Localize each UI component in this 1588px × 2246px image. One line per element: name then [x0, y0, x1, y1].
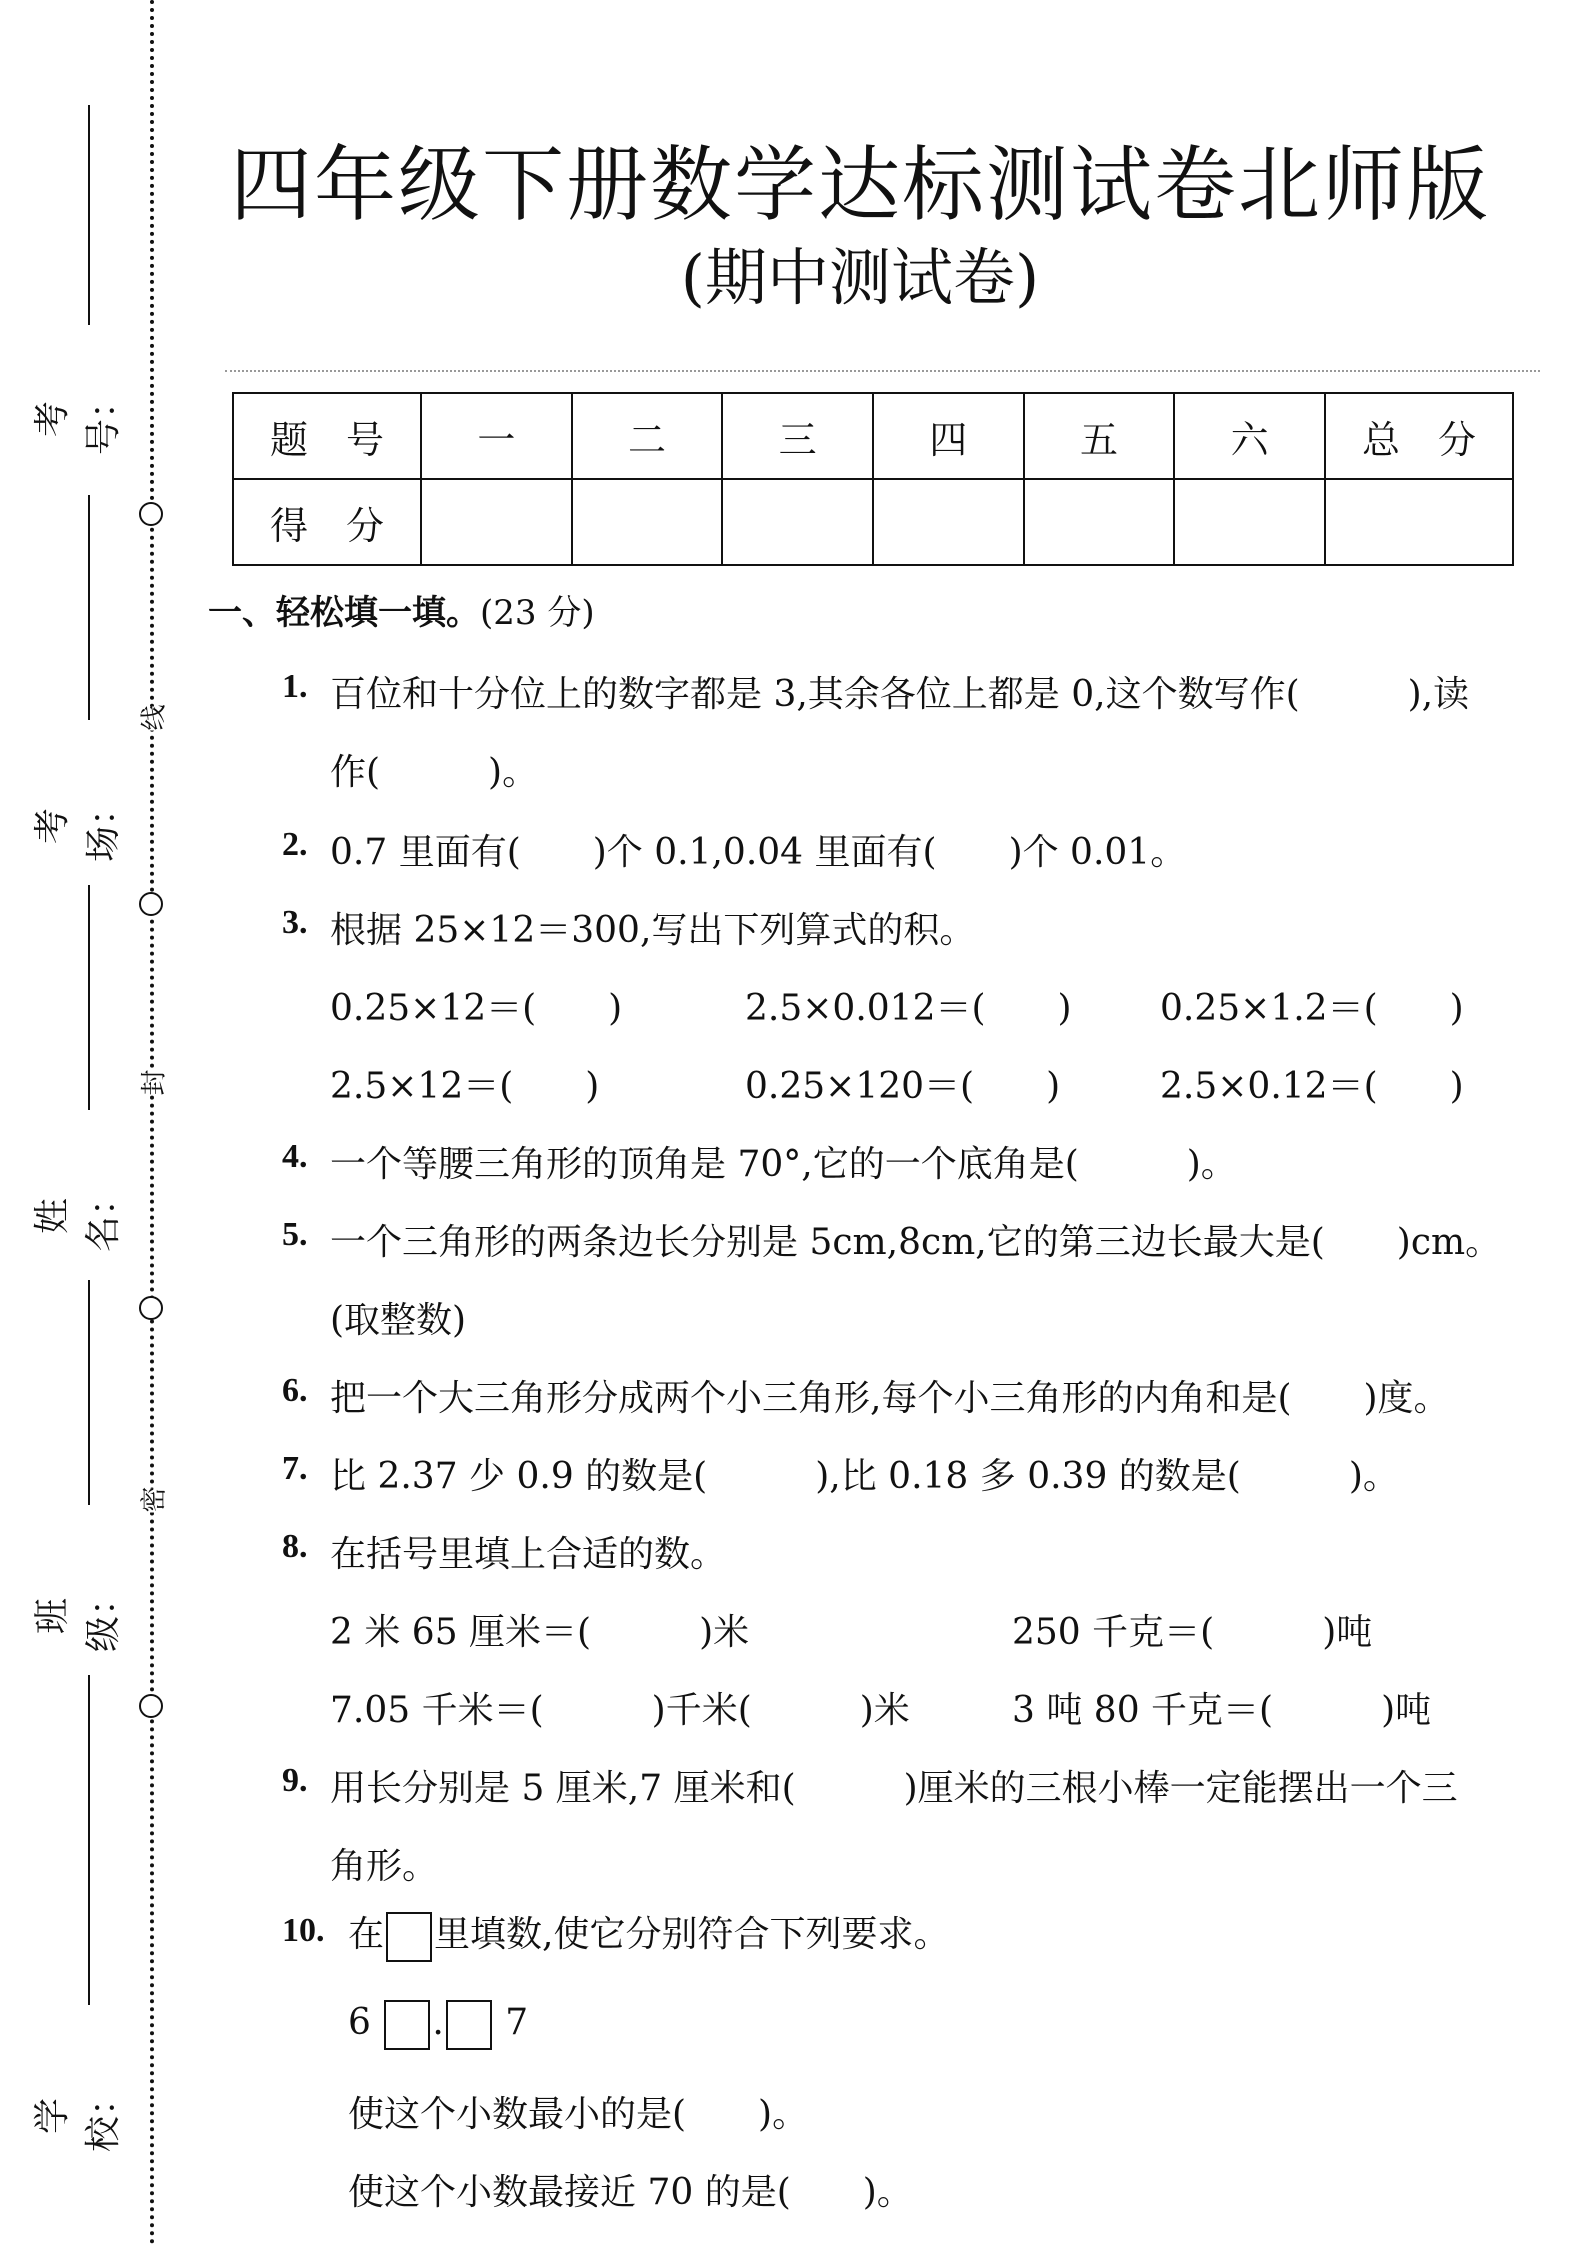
- exam-number-label: 考号：: [32, 383, 124, 456]
- q9-line2: 角形。: [330, 1846, 439, 1887]
- name-label: 姓名：: [32, 1180, 124, 1253]
- binding-hole: [139, 502, 163, 526]
- total-score-cell[interactable]: [1325, 479, 1513, 565]
- q10-post: 里填数,使它分别符合下列要求。: [434, 1914, 950, 1955]
- q3-item-6: 2.5×0.12＝( ): [1160, 1066, 1464, 1107]
- q8-item-2: 250 千克＝( )吨: [1012, 1612, 1373, 1653]
- exam-number-line[interactable]: [88, 105, 90, 325]
- q1-number: 1.: [282, 668, 308, 705]
- page-title: 四年级下册数学达标测试卷北师版: [229, 138, 1490, 233]
- q10-sub-1: 使这个小数最小的是( )。: [348, 2094, 809, 2135]
- q3-item-5: 0.25×120＝( ): [745, 1066, 1061, 1107]
- score-table: [232, 392, 1514, 566]
- q10-decimal-point: .: [432, 2002, 444, 2043]
- q1-line2: 作( )。: [330, 752, 539, 793]
- question-number-row: [233, 393, 1513, 479]
- q9-number: 9.: [282, 1762, 308, 1799]
- section-1-heading: 一、轻松填一填。: [208, 593, 480, 633]
- school-field: [32, 2065, 124, 2153]
- class-line[interactable]: [88, 1280, 90, 1505]
- score-col-4: 四: [873, 393, 1024, 479]
- q2-number: 2.: [282, 826, 308, 863]
- score-col-1: 一: [421, 393, 572, 479]
- question-number-header: 题 号: [233, 393, 421, 479]
- q10-pre: 在: [348, 1914, 385, 1955]
- q2-text: 0.7 里面有( )个 0.1,0.04 里面有( )个 0.01。: [330, 832, 1187, 873]
- class-label: 班级：: [32, 1580, 124, 1653]
- name-field: [32, 1165, 124, 1253]
- q6-text: 把一个大三角形分成两个小三角形,每个小三角形的内角和是( )度。: [330, 1378, 1450, 1419]
- exam-room-label: 考场：: [32, 790, 124, 863]
- score-cell[interactable]: [572, 479, 723, 565]
- q8-number: 8.: [282, 1528, 308, 1565]
- seal-char-feng: 封: [134, 1072, 171, 1096]
- score-col-6: 六: [1174, 393, 1325, 479]
- score-col-2: 二: [572, 393, 723, 479]
- q3-item-3: 0.25×1.2＝( ): [1160, 988, 1464, 1029]
- exam-number-field: [32, 368, 124, 456]
- score-cell[interactable]: [1024, 479, 1175, 565]
- q10-number-template: [348, 2000, 528, 2050]
- q10-number: 10.: [282, 1912, 325, 1949]
- score-col-3: 三: [722, 393, 873, 479]
- q10-sub-2: 使这个小数最接近 70 的是( )。: [348, 2172, 913, 2213]
- q10-blank-box-2[interactable]: [446, 2000, 492, 2050]
- exam-room-field: [32, 775, 124, 863]
- seal-char-xian: 线: [134, 707, 171, 731]
- q6-number: 6.: [282, 1372, 308, 1409]
- binding-hole: [139, 1694, 163, 1718]
- q4-text: 一个等腰三角形的顶角是 70°,它的一个底角是( )。: [330, 1144, 1237, 1185]
- q3-item-1: 0.25×12＝( ): [330, 988, 623, 1029]
- binding-hole: [139, 1296, 163, 1320]
- q10-digit-7: 7: [505, 2002, 529, 2043]
- q3-number: 3.: [282, 904, 308, 941]
- q5-line2: (取整数): [330, 1300, 467, 1341]
- score-row-label: 得 分: [233, 479, 421, 565]
- exam-room-line[interactable]: [88, 495, 90, 720]
- q8-item-3: 7.05 千米＝( )千米( )米: [330, 1690, 910, 1731]
- q7-number: 7.: [282, 1450, 308, 1487]
- score-cell[interactable]: [1174, 479, 1325, 565]
- q5-line1: 一个三角形的两条边长分别是 5cm,8cm,它的第三边长最大是( )cm。: [330, 1222, 1502, 1263]
- q8-item-4: 3 吨 80 千克＝( )吨: [1012, 1690, 1432, 1731]
- name-line[interactable]: [88, 885, 90, 1110]
- school-line[interactable]: [88, 1675, 90, 2005]
- q9-line1: 用长分别是 5 厘米,7 厘米和( )厘米的三根小棒一定能摆出一个三: [330, 1768, 1458, 1809]
- q10-example-box: [386, 1912, 432, 1962]
- binding-hole: [139, 892, 163, 916]
- score-cell[interactable]: [873, 479, 1024, 565]
- q3-text: 根据 25×12＝300,写出下列算式的积。: [330, 910, 976, 951]
- q4-number: 4.: [282, 1138, 308, 1175]
- q10-digit-6: 6: [348, 2002, 371, 2043]
- score-cell[interactable]: [421, 479, 572, 565]
- q10-text: [348, 1906, 949, 1962]
- score-cell[interactable]: [722, 479, 873, 565]
- binding-dotted-line: [150, 0, 154, 2246]
- seal-char-mi: 密: [134, 1489, 171, 1513]
- q3-item-2: 2.5×0.012＝( ): [745, 988, 1072, 1029]
- q7-text: 比 2.37 少 0.9 的数是( ),比 0.18 多 0.39 的数是( )。: [330, 1456, 1399, 1497]
- header-separator: [225, 370, 1540, 372]
- section-1-title: [208, 585, 595, 634]
- q1-line1: 百位和十分位上的数字都是 3,其余各位上都是 0,这个数写作( ),读: [330, 674, 1470, 715]
- q8-item-1: 2 米 65 厘米＝( )米: [330, 1612, 750, 1653]
- q10-blank-box-1[interactable]: [384, 2000, 430, 2050]
- total-score-header: 总 分: [1325, 393, 1513, 479]
- class-field: [32, 1565, 124, 1653]
- score-col-5: 五: [1024, 393, 1175, 479]
- q3-item-4: 2.5×12＝( ): [330, 1066, 600, 1107]
- section-1-points: (23 分): [480, 593, 595, 633]
- school-label: 学校：: [32, 2080, 124, 2153]
- q8-text: 在括号里填上合适的数。: [330, 1534, 727, 1575]
- score-row: [233, 479, 1513, 565]
- q5-number: 5.: [282, 1216, 308, 1253]
- page-subtitle: (期中测试卷): [680, 241, 1040, 314]
